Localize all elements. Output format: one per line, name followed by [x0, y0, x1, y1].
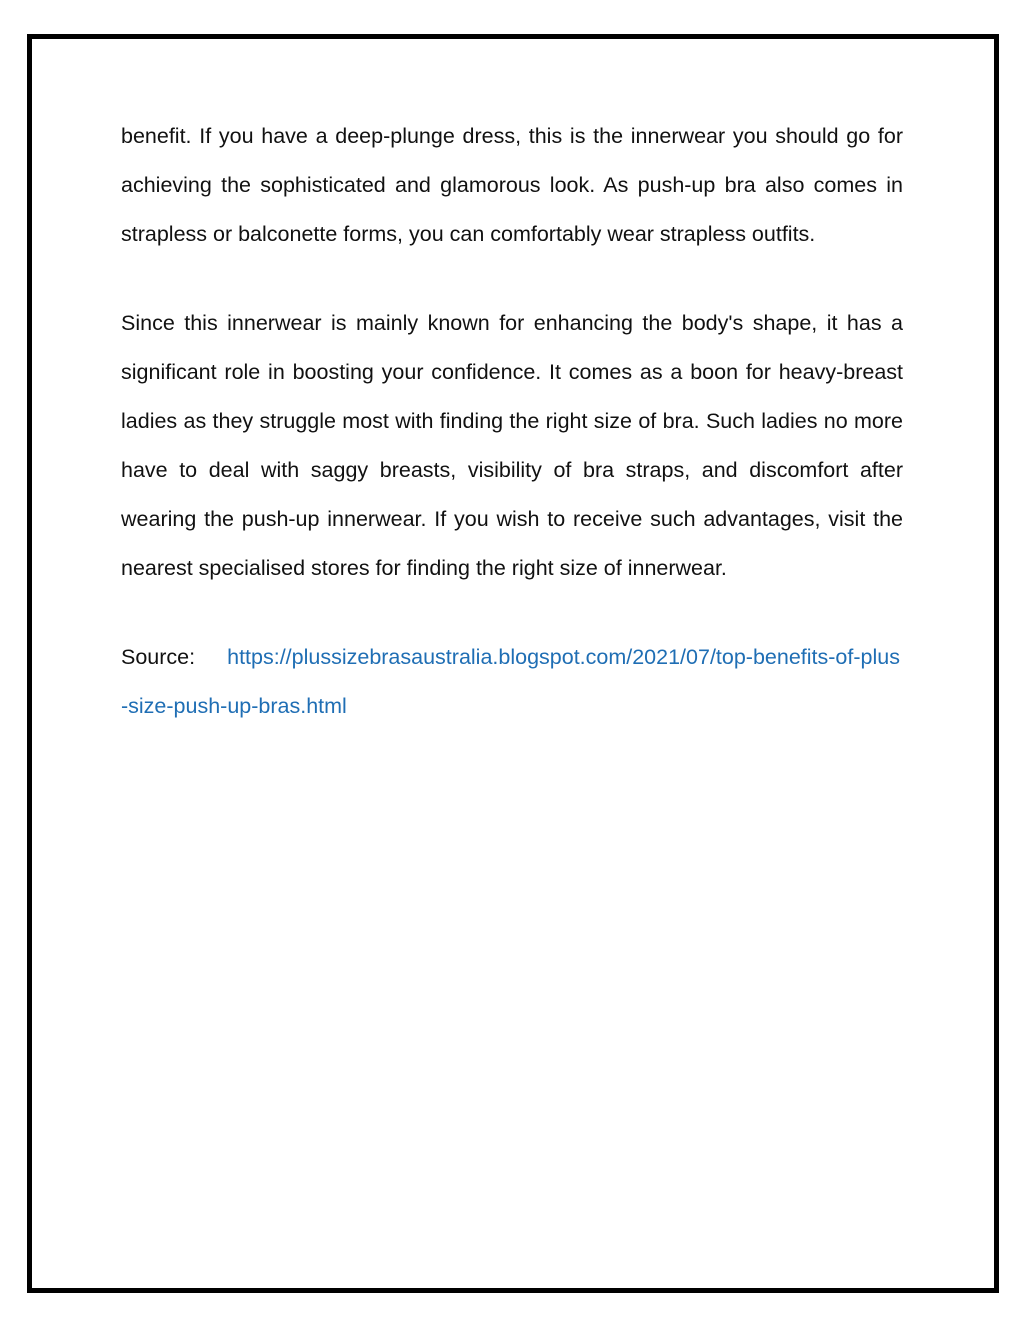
paragraph-1: benefit. If you have a deep-plunge dress, this is the innerwear you should go for achieving the sophisticated and glamorous look. As push-up bra also comes in strapless or balconette forms, you can comfortably wear strapless outfits. [121, 124, 903, 246]
source-line [121, 633, 903, 731]
paragraph-2: Since this innerwear is mainly known for enhancing the body's shape, it has a significant role in boosting your confidence. It comes as a boon for heavy-breast ladies as they struggle most with finding the right size of bra. Such ladies no more have to deal with saggy breasts, visibility of bra straps, and discomfort after wearing the push-up innerwear. If you wish to receive such advantages, visit the nearest specialised stores for finding the right size of innerwear. [121, 311, 903, 580]
document-body [121, 112, 903, 731]
source-link[interactable]: https://plussizebrasaustralia.blogspot.com/2021/07/top-benefits-of-plus-size-push-up-bras.html [121, 645, 900, 718]
source-label: Source: [121, 645, 196, 669]
